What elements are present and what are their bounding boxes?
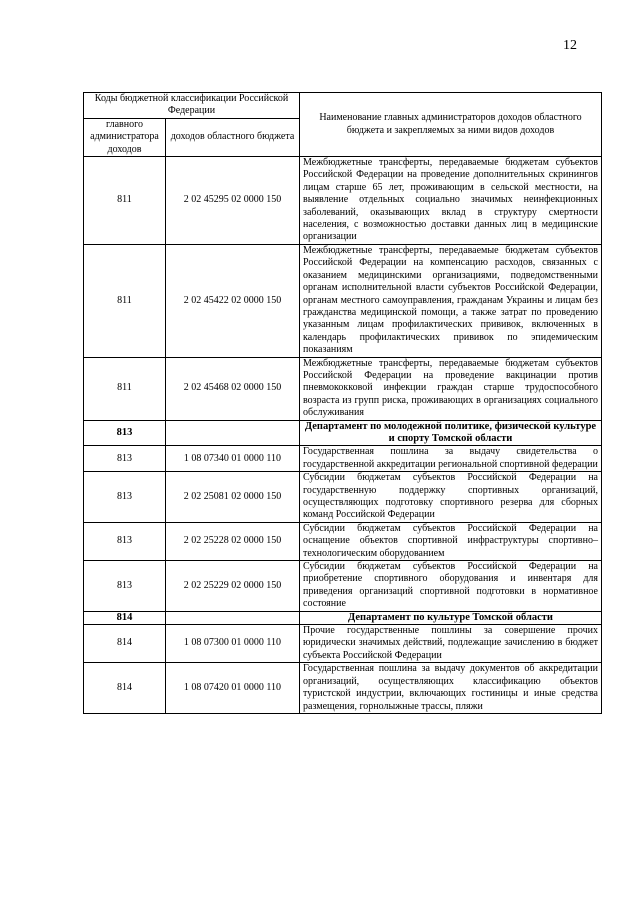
income-name-cell: Государственная пошлина за выдачу свидетельства о государственной аккредитации региональной спортивной федерации — [300, 446, 602, 472]
table-row — [84, 157, 602, 245]
admin-code-cell: 813 — [84, 472, 166, 523]
header-bcc-group: Коды бюджетной классификации Российской Федерации — [84, 93, 300, 119]
admin-code-cell: 811 — [84, 244, 166, 357]
income-name-cell: Субсидии бюджетам субъектов Российской Федерации на государственную поддержку спортивных организаций, осуществляющих подготовку спортивного резерва для сборных команд Российской Федерации — [300, 472, 602, 523]
header-admin-code: главного администратора доходов — [84, 118, 166, 156]
department-row — [84, 420, 602, 446]
department-name-cell: Департамент по молодежной политике, физической культуре и спорту Томской области — [300, 420, 602, 446]
table-row — [84, 357, 602, 420]
table-row — [84, 446, 602, 472]
budget-codes-table — [83, 92, 602, 714]
income-name-cell: Межбюджетные трансферты, передаваемые бюджетам субъектов Российской Федерации на компенсацию расходов, связанных с оказанием медицинскими организациями, подведомственными органам исполнительной власти субъектов Российской Федерации, органам местного самоуправления, гражданам Украины и лицам без гражданства медицинской помощи, а также затрат по проведению указанным лицам профилактических прививок, включенных в календарь профилактических прививок по эпидемическим показаниям — [300, 244, 602, 357]
income-name-cell: Межбюджетные трансферты, передаваемые бюджетам субъектов Российской Федерации на проведение вакцинации против пневмококковой инфекции граждан старше трудоспособного возраста из групп риска, проживающих в организациях социального обслуживания — [300, 357, 602, 420]
admin-code-cell: 813 — [84, 522, 166, 560]
income-name-cell: Государственная пошлина за выдачу документов об аккредитации организаций, осуществляющих классификацию объектов туристской индустрии, включающих гостиницы и иные средства размещения, горнолыжные трассы, пляжи — [300, 663, 602, 714]
income-name-cell: Субсидии бюджетам субъектов Российской Федерации на приобретение спортивного оборудования и инвентаря для приведения организаций спортивной подготовки в нормативное состояние — [300, 561, 602, 612]
department-name-cell: Департамент по культуре Томской области — [300, 611, 602, 624]
admin-code-cell: 811 — [84, 357, 166, 420]
table-row — [84, 522, 602, 560]
income-code-cell: 2 02 45422 02 0000 150 — [166, 244, 300, 357]
income-code-cell: 2 02 25228 02 0000 150 — [166, 522, 300, 560]
table-row — [84, 472, 602, 523]
admin-code-cell: 813 — [84, 446, 166, 472]
admin-code-cell: 814 — [84, 611, 166, 624]
income-code-cell: 2 02 25229 02 0000 150 — [166, 561, 300, 612]
income-code-cell: 2 02 45295 02 0000 150 — [166, 157, 300, 245]
page-number: 12 — [563, 38, 577, 53]
income-code-cell: 1 08 07420 01 0000 110 — [166, 663, 300, 714]
table-body — [84, 157, 602, 714]
admin-code-cell: 813 — [84, 561, 166, 612]
table-row — [84, 244, 602, 357]
income-name-cell: Межбюджетные трансферты, передаваемые бюджетам субъектов Российской Федерации на проведение дополнительных скринингов лицам старше 65 лет, проживающим в сельской местности, на выявление отдельных социально значимых неинфекционных заболеваний, оказывающих вклад в структуру смертности населения, с возможностью доставки данных лиц в медицинские организации — [300, 157, 602, 245]
income-code-cell: 2 02 25081 02 0000 150 — [166, 472, 300, 523]
income-code-cell: 1 08 07340 01 0000 110 — [166, 446, 300, 472]
header-income-code: доходов областного бюджета — [166, 118, 300, 156]
income-code-cell: 1 08 07300 01 0000 110 — [166, 625, 300, 663]
admin-code-cell: 811 — [84, 157, 166, 245]
admin-code-cell: 814 — [84, 625, 166, 663]
income-code-cell — [166, 611, 300, 624]
department-row — [84, 611, 602, 624]
header-admin-name: Наименование главных администраторов доходов областного бюджета и закрепляемых за ними видов доходов — [300, 93, 602, 157]
income-name-cell: Прочие государственные пошлины за совершение прочих юридически значимых действий, подлежащие зачислению в бюджет субъекта Российской Федерации — [300, 625, 602, 663]
table-row — [84, 625, 602, 663]
table-row — [84, 561, 602, 612]
income-code-cell — [166, 420, 300, 446]
table-row — [84, 663, 602, 714]
admin-code-cell: 813 — [84, 420, 166, 446]
admin-code-cell: 814 — [84, 663, 166, 714]
income-name-cell: Субсидии бюджетам субъектов Российской Федерации на оснащение объектов спортивной инфраструктуры спортивно–технологическим оборудованием — [300, 522, 602, 560]
income-code-cell: 2 02 45468 02 0000 150 — [166, 357, 300, 420]
